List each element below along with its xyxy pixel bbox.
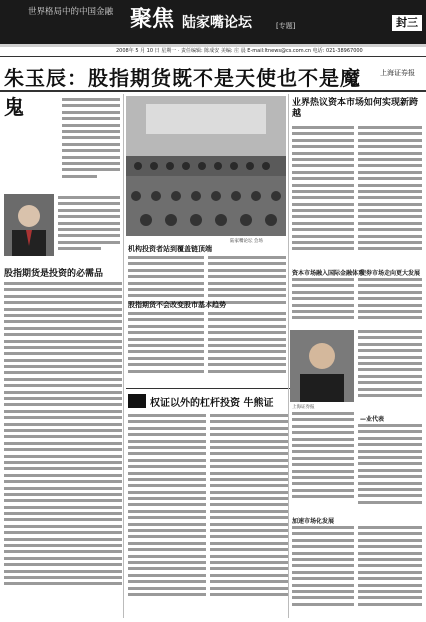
intro-text xyxy=(62,98,120,194)
conference-photo xyxy=(126,96,286,236)
banner-column-tag: [专题] xyxy=(276,22,296,30)
conference-stage-icon xyxy=(126,96,286,236)
page-headline: 朱玉辰：股指期货既不是天使也不是魔鬼 xyxy=(4,66,361,119)
dateline: 2008年 5 月 10 日 星期一 · 责任编辑: 陈成安 美编: 庄 晨 E-mail:ltnews@cs.com.cn 电话: 021-38967000 xyxy=(116,48,363,54)
person-icon xyxy=(4,194,54,256)
mid-lower-col1 xyxy=(128,312,204,384)
section-heading-right-low2: 加速市场化发展 xyxy=(292,518,335,525)
right-top-col2 xyxy=(358,126,422,266)
right-lower-col2 xyxy=(358,330,422,410)
right-bottom-col2 xyxy=(358,424,422,514)
banner-title: 聚焦 xyxy=(130,6,175,32)
section-heading-mid-top: 机构投资者站到覆盖链顶端 xyxy=(128,245,212,253)
header-banner xyxy=(0,0,426,44)
section-heading-left: 股指期货是投资的必需品 xyxy=(4,269,104,279)
section-heading-right-mid2: 使券市场走向更大发展 xyxy=(360,270,421,277)
right-final-col1 xyxy=(292,526,354,616)
speaker-photo xyxy=(4,194,54,256)
right-mid-col2 xyxy=(358,278,422,326)
masthead: 上海证券报 xyxy=(380,69,415,77)
right-final-col2 xyxy=(358,526,422,616)
banner-column: 陆家嘴论坛 xyxy=(182,15,252,31)
section-heading-mid-lower: 股指期货不会改变股市基本趋势 xyxy=(128,301,226,309)
bottom-col2 xyxy=(210,414,288,614)
rule xyxy=(0,56,426,57)
section-heading-right-mid1: 资本市场融入国际金融体系 xyxy=(292,270,365,277)
right-mid-col1 xyxy=(292,278,354,326)
column-divider xyxy=(288,94,289,618)
right-bottom-col1 xyxy=(292,412,354,512)
left-column-body xyxy=(4,282,122,612)
right-top-col1 xyxy=(292,126,354,266)
mid-lower-col2 xyxy=(208,312,286,384)
section-heading-right-low1: —业代表 xyxy=(360,416,385,423)
bottom-block-rule xyxy=(126,388,290,389)
person-icon xyxy=(290,330,354,402)
column-divider xyxy=(123,94,124,618)
photo-caption: 陆家嘴论坛 会场 xyxy=(230,239,263,244)
portrait-photo xyxy=(290,330,354,402)
kbc-logo-icon xyxy=(128,394,146,408)
page-number: 封三 xyxy=(392,15,422,31)
headline-rule xyxy=(0,90,426,92)
intro-continued xyxy=(58,196,120,258)
banner-subtitle: 世界格局中的中国金融 xyxy=(28,7,114,17)
bottom-col1 xyxy=(128,414,206,614)
portrait-caption: 上海证券报 xyxy=(292,405,315,410)
section-heading-bottom: 权证以外的杠杆投资 牛熊证 xyxy=(150,398,274,409)
section-heading-right-top: 业界热议资本市场如何实现新跨越 xyxy=(292,98,419,119)
